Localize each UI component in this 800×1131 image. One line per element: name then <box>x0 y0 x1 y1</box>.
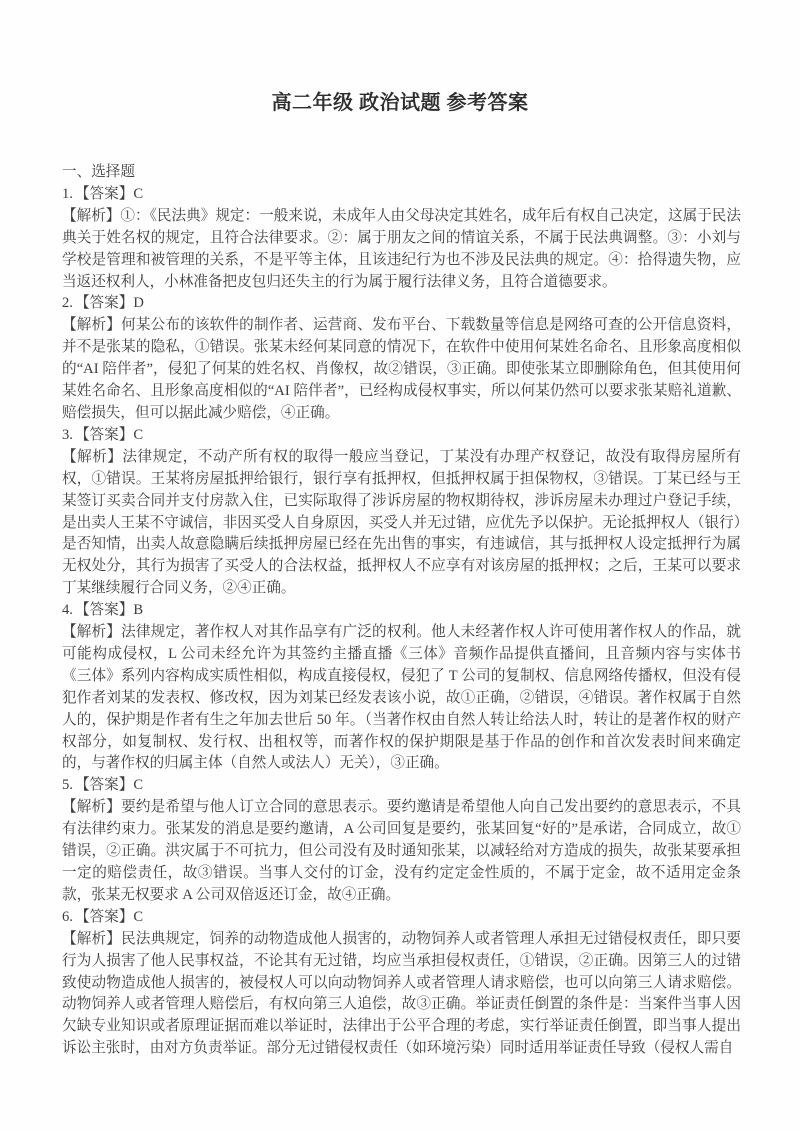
question-number: 1. <box>62 185 73 202</box>
analysis-label: 【解析】 <box>62 624 122 641</box>
analysis-text: 民法典规定，饲养的动物造成他人损害的，动物饲养人或者管理人承担无过错侵权责任，即只要行为人损害了他人民事权益，不论其有无过错，均应当承担侵权责任，①错误，②正确。因第三人的过错致使动物造成他人损害的，被侵权人可以向动物饲养人或者管理人请求赔偿，也可以向第三人请求赔偿。动物饲养人或者管理人赔偿后，有权向第三人追偿，故③正确。举证责任倒置的条件是：当案件当事人因欠缺专业知识或者原理证据而难以举证时，法律出于公平合理的考虑，实行举证责任倒置，即当事人提出诉讼主张时，由对方负责举证。部分无过错侵权责任（如环境污染）同时适用举证责任导致（侵权人需自 <box>62 930 741 1057</box>
answer-value: C <box>133 426 144 443</box>
analysis-label: 【解析】 <box>62 448 123 465</box>
analysis-paragraph <box>62 206 741 294</box>
question-number: 3. <box>62 426 73 443</box>
document-content <box>62 162 741 1060</box>
answer-label: 【答案】 <box>74 602 134 619</box>
answer-value: C <box>133 185 144 202</box>
analysis-text: 要约是希望与他人订立合同的意思表示。要约邀请是希望他人向自己发出要约的意思表示，不具有法律约束力。张某发的消息是要约邀请，A 公司回复是要约，张某回复“好的”是承诺，合同成立，故①错误，②正确。洪灾属于不可抗力，但公司没有及时通知张某，以减轻给对方造成的损失，故张某要承担一定的赔偿责任，故③错误。当事人交付的订金，没有约定定金性质的，不属于定金，故不适用定金条款，张某无权要求 A 公司双倍返还订金，故④正确。 <box>62 799 741 903</box>
question-number: 5. <box>62 777 73 794</box>
analysis-label: 【解析】 <box>62 207 121 224</box>
section-heading: 一、选择题 <box>62 164 135 180</box>
analysis-paragraph <box>62 622 741 775</box>
analysis-text: 法律规定，著作权人对其作品享有广泛的权利。他人未经著作权人许可使用著作权人的作品，就可能构成侵权，L 公司未经允许为其签约主播直播《三体》音频作品提供直播间，且音频内容与实体书《三体》系列内容构成实质性相似，构成直接侵权，侵犯了 T 公司的复制权、信息网络传播权，但没有侵犯作者刘某的发表权、修改权，因为刘某已经发表该小说，故①正确，②错误，④错误。著作权属于自然人的，保护期是作者有生之年加去世后 50 年。（当著作权由自然人转让给法人时，转让的是著作权的财产权部分，如复制权、发行权、出租权等，而著作权的保护期限是基于作品的创作和首次发表时间来确定的，与著作权的归属主体（自然人或法人）无关），③正确。 <box>62 624 741 772</box>
answer-line <box>62 600 741 622</box>
answer-label: 【答案】 <box>74 908 134 925</box>
question-block-4 <box>62 600 741 775</box>
analysis-label: 【解析】 <box>62 317 122 334</box>
answer-label: 【答案】 <box>74 777 134 794</box>
answer-value: C <box>133 908 144 925</box>
answer-value: B <box>133 602 144 619</box>
question-number: 6. <box>62 908 73 925</box>
question-block-3 <box>62 425 741 600</box>
answer-line <box>62 184 741 206</box>
analysis-paragraph <box>62 797 741 907</box>
answer-value: C <box>133 777 144 794</box>
analysis-text: 法律规定，不动产所有权的取得一般应当登记，丁某没有办理产权登记，故没有取得房屋所有权，①错误。王某将房屋抵押给银行，银行享有抵押权，但抵押权属于担保物权，③错误。丁某已经与王某签订买卖合同并支付房款入住，已实际取得了涉诉房屋的物权期待权，涉诉房屋未办理过户登记手续，是出卖人王某不守诚信，非因买受人自身原因，买受人并无过错，应优先予以保护。无论抵押权人（银行）是否知情，出卖人故意隐瞒后续抵押房屋已经在先出售的事实，有违诚信，其与抵押权人设定抵押行为属无权处分，其行为损害了买受人的合法权益，抵押权人不应享有对该房屋的抵押权；之后，王某可以要求丁某继续履行合同义务，②④正确。 <box>62 448 741 597</box>
answer-line <box>62 907 741 929</box>
page-title: 高二年级 政治试题 参考答案 <box>271 92 529 114</box>
question-number: 4. <box>62 602 73 619</box>
analysis-paragraph <box>62 929 741 1060</box>
answer-line <box>62 293 741 315</box>
answer-line <box>62 775 741 797</box>
answer-label: 【答案】 <box>74 426 134 443</box>
answer-label: 【答案】 <box>74 295 134 312</box>
answer-value: D <box>133 295 144 312</box>
analysis-paragraph <box>62 447 741 600</box>
question-number: 2. <box>62 295 73 312</box>
question-block-6 <box>62 907 741 1060</box>
answer-line <box>62 425 741 447</box>
answer-label: 【答案】 <box>74 185 134 202</box>
question-block-1 <box>62 184 741 294</box>
analysis-label: 【解析】 <box>62 930 122 947</box>
analysis-paragraph <box>62 315 741 425</box>
analysis-text: 何某公布的该软件的制作者、运营商、发布平台、下载数量等信息是网络可查的公开信息资料，并不是张某的隐私，①错误。张某未经何某同意的情况下，在软件中使用何某姓名命名、且形象高度相似的“AI 陪伴者”，侵犯了何某的姓名权、肖像权，故②错误，③正确。即使张某立即删除角色，但其使用何某姓名命名、且形象高度相似的“AI 陪伴者”，已经构成侵权事实，所以何某仍然可以要求张某赔礼道歉、赔偿损失，但可以据此减少赔偿，④正确。 <box>62 317 741 421</box>
analysis-text: ①：《民法典》规定：一般来说，未成年人由父母决定其姓名，成年后有权自己决定，这属于民法典关于姓名权的规定，且符合法律要求。②：属于朋友之间的情谊关系，不属于民法典调整。③：小刘与学校是管理和被管理的关系，不是平等主体，且该违纪行为也不涉及民法典的规定。④：拾得遗失物，应当返还权利人，小林准备把皮包归还失主的行为属于履行法律义务，且符合道德要求。 <box>62 207 741 290</box>
question-block-5 <box>62 775 741 906</box>
question-block-2 <box>62 293 741 424</box>
analysis-label: 【解析】 <box>62 799 122 816</box>
